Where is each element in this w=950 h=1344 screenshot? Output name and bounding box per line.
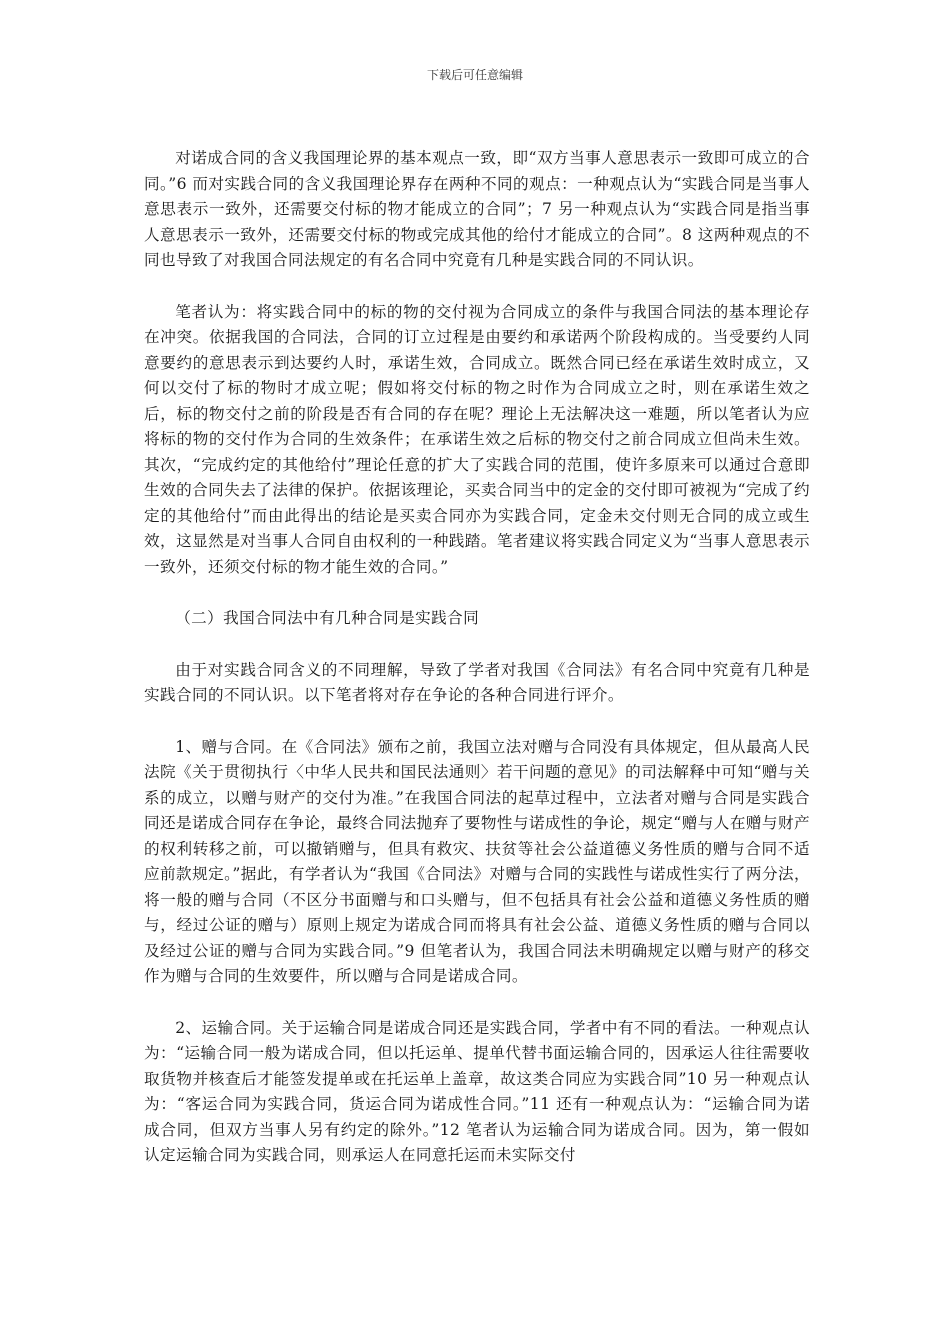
paragraph-intro: 由于对实践合同含义的不同理解，导致了学者对我国《合同法》有名合同中究竟有几种是实践合同的不同认识。以下笔者将对存在争论的各种合同进行评介。 [144,660,810,704]
document-body [144,146,810,1195]
page-header: 下载后可任意编辑 [426,68,523,82]
paragraph-gift-contract: 1、赠与合同。在《合同法》颁布之前，我国立法对赠与合同没有具体规定，但从最高人民法院《关于贯彻执行〈中华人民共和国民法通则〉若干问题的意见》的司法解释中可知“赠与关系的成立，以赠与财产的交付为准。”在我国合同法的起草过程中，立法者对赠与合同是实践合同还是诺成合同存在争论，最终合同法抛弃了要物性与诺成性的争论，规定“赠与人在赠与财产的权利转移之前，可以撤销赠与，但具有救灾、扶贫等社会公益道德义务性质的赠与合同不适应前款规定。”据此，有学者认为“我国《合同法》对赠与合同的实践性与诺成性实行了两分法，将一般的赠与合同（不区分书面赠与和口头赠与，但不包括具有社会公益和道德义务性质的赠与，经过公证的赠与）原则上规定为诺成合同而将具有社会公益、道德义务性质的赠与合同以及经过公证的赠与合同为实践合同。”9 但笔者认为，我国合同法未明确规定以赠与财产的移交作为赠与合同的生效要件，所以赠与合同是诺成合同。 [144,737,810,985]
paragraph-author-view: 笔者认为：将实践合同中的标的物的交付视为合同成立的条件与我国合同法的基本理论存在冲突。依据我国的合同法，合同的订立过程是由要约和承诺两个阶段构成的。当受要约人同意要约的意思表示到达要约人时，承诺生效，合同成立。既然合同已经在承诺生效时成立，又何以交付了标的物时才成立呢；假如将交付标的物之时作为合同成立之时，则在承诺生效之后，标的物交付之前的阶段是否有合同的存在呢？理论上无法解决这一难题，所以笔者认为应将标的物的交付作为合同的生效条件；在承诺生效之后标的物交付之前合同成立但尚未生效。其次，“完成约定的其他给付”理论任意的扩大了实践合同的范围，使许多原来可以通过合意即生效的合同失去了法律的保护。依据该理论，买卖合同当中的定金的交付即可被视为“完成了约定的其他给付”而由此得出的结论是买卖合同亦为实践合同，定金未交付则无合同的成立或生效，这显然是对当事人合同自由权利的一种践踏。笔者建议将实践合同定义为“当事人意思表示一致外，还须交付标的物才能生效的合同。” [144,302,810,576]
paragraph-transport-contract: 2、运输合同。关于运输合同是诺成合同还是实践合同，学者中有不同的看法。一种观点认为：“运输合同一般为诺成合同，但以托运单、提单代替书面运输合同的，因承运人往往需要收取货物并核查后才能签发提单或在托运单上盖章，故这类合同应为实践合同”10 另一种观点认为：“客运合同为实践合同，货运合同为诺成性合同。”11 还有一种观点认为：“运输合同为诺成合同，但双方当事人另有约定的除外。”12 笔者认为运输合同为诺成合同。因为，第一假如认定运输合同为实践合同，则承运人在同意托运而未实际交付 [144,1018,810,1164]
paragraph-definition: 对诺成合同的含义我国理论界的基本观点一致，即“双方当事人意思表示一致即可成立的合同。”6 而对实践合同的含义我国理论界存在两种不同的观点：一种观点认为“实践合同是当事人意思表示一致外，还需要交付标的物才能成立的合同”；7 另一种观点认为“实践合同是指当事人意思表示一致外，还需要交付标的物或完成其他的给付才能成立的合同”。8 这两种观点的不同也导致了对我国合同法规定的有名合同中究竟有几种是实践合同的不同认识。 [144,149,810,269]
section-heading: （二）我国合同法中有几种合同是实践合同 [175,609,480,627]
